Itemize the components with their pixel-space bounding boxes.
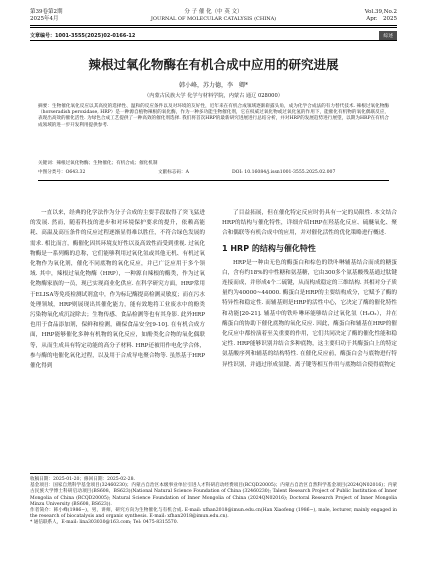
clc-number: 中图分类号：O643.32 bbox=[38, 170, 86, 175]
section-heading-1: 1 HRP 的结构与催化特性 bbox=[222, 243, 316, 253]
header-vol-issue-cn: 第39卷第2期 bbox=[30, 9, 63, 15]
keywords: 关键词：辣根过氧化物酶；生物催化；有机合成；催化机制 bbox=[38, 161, 158, 166]
article-number: 文章编号：1001-3555(2025)02-0166-12 bbox=[30, 33, 136, 39]
journal-title-cn: 分 子 催 化（中 英 文） bbox=[184, 9, 243, 15]
left-column bbox=[30, 208, 205, 371]
footnote-received: 收稿日期：2025-01-20；修回日期：2025-02-28. bbox=[30, 477, 135, 482]
footnote-fund: 基金项目：国家自然科学基金项目(32460230)；内蒙古自治区本级事业单位引进人才科研启动经费项目(RCQD20005)；内蒙古自治区自然科学基金项目(2024QN02016)；内蒙古民族大学博士科研启动项目(BS608、BS623)(National Natural Science Foundation of China (32460230); Talent Research Project of Public Institution of Inner Mongolia of China (RCQD20005); Natural Science Foundation of Inner Mongolia of China (2024QN02016); Doctoral Research Project of Inner Mongolia Minzu University (BS608, BS623)). bbox=[30, 483, 397, 507]
right-paragraph-1: 了目益拓展，但在催化特定反应时仍具有一定的局限性. 本文结合HRP的结构与催化特性，详细介绍HRP在羟基化反应、硫醚氧化、聚合和偶联等有机合成中的应用，并对催化活性的优化策略进行概述. bbox=[222, 210, 397, 237]
article-affiliation: （内蒙古民族大学 化学与材料学院，内蒙古 通辽 028000） bbox=[144, 93, 283, 99]
header-date-en: Apr. 2025 bbox=[366, 16, 397, 22]
footnotes bbox=[30, 477, 397, 527]
abstract-text: 摘要：生物催化氧化反应以其高度的选择性、温和的反应条件以及对环境的友好性，近年来在有机合成领域逐渐崭露头角，成为化学合成法的有力替代技术. 辣根过氧化物酶（horseradish peroxidase, HRP）是一种源自植物辣根的氧化酶，作为一种多功能生物催化剂，它在权威过氧化物或过氧化氢的作用下，能催化有机物的氧化偶联反应，表现出高效的催化活性. 为绿色合成工艺提供了一种高效的催化剂选择. 我们将首次HRP的最新研究进展进行总结分析，并对HRP的发展趋势进行展望，以期为HRP在有机合成领域的进一步开发利用提供参考. bbox=[38, 104, 389, 128]
header-rule-top bbox=[30, 25, 397, 26]
header-rule-bottom bbox=[30, 27, 397, 28]
left-paragraph-1: 一直以来，经典的化学法作为分子合成的主要手段取得了突飞猛进的发展. 然而，随着科技的进步和对环境保护要求的提升，依赖高能耗、高温及高压条件的反应过程逐渐显得难以胜任，不符合绿色发展的需求. 相比而言，酶催化因其环境友好性以及高效性而受到重视. 过氧化物酶是一系列酶的总称，它们能够利用过氧化氢或其他无机、有机过氧化物作为氧化剂，催化不同底物的氧化反应，并已广泛应用于多个领域. 其中，辣根过氧化物酶（HRP），一种源自辣根的酶类，作为过氧化物酶家族的一员，现已实现商业化供应. 在科学研究方面，HRP常用于ELISA等免疫检测试剂盒中，作为标记酶提高检测灵敏度；而在污水处理领域，HRP则展现出其催化能力，能有效地将工业废水中的酚类污染物氧化成沉淀除去；生物传感、食品检测等也有其身影. 此外HRP也用于食品添加剂，保鲜和检测，确保食品安全[9-10]. 在有机合成方面，HRP能够催化多种有机物的氧化反应，如酚类化合物的氧化偶联等，从而生成具有特定功能的高分子材料. HRP还被用作电化学合体，参与酶的电催化氧化过程，以及用于合成导电聚合物等. 虽然基于HRP催化得到 bbox=[30, 210, 205, 370]
article-title: 辣根过氧化物酶在有机合成中应用的研究进展 bbox=[88, 57, 339, 72]
footnote-author-bio: 作者简介：韩小峰(1986−)，男，讲师，研究方向为生物催化与有机合成. E-mail: xfhan2018@imun.edu.cn(Han Xiaofeng (1986−), male, lecturer, mainly engaged in the research of biocatalysis and organic synthesis. E-mail: xfhan2018@imun.edu.cn). bbox=[30, 508, 397, 520]
header-date-cn: 2025年4月 bbox=[30, 16, 59, 22]
footnote-corresponding: * 通信联系人，E-mail: lina303030@163.com; Tel: 0475-8315570. bbox=[30, 520, 179, 526]
right-paragraph-2: HRP是一种由无色的酶蛋白和棕色的铁卟啉辅基结合而成的糖蛋白，含有约18%的中性糖和氨基糖，它由300多个氨基酸残基通过肽键连接而成，并形成4个二硫键，从而构成稳定的三维结构. 其相对分子质量约为40000~44000. 酶蛋白是HRP的主要结构成分，它赋予了酶的特异性和稳定性. 而辅基则是HRP的活性中心，它决定了酶的催化特性和功能[20-21]. 辅基中的铁卟啉环能够结合过氧化氢（H₂O₂），并在酶蛋白的协助下催化底物的氧化反应. 因此，酶蛋白和辅基在HRP的催化反应中都扮演着至关重要的作用，它们共同决定了酶的催化性能和稳定性. HRP能够识别并结合多种底物，这主要归功于其酶蛋白上的特定氨基酸序列和辅基的结构特性. 在催化反应前，酶蛋白会与底物进行特异性识别，并通过形成氢键、离子键等相互作用与底物结合使得底物定 bbox=[222, 259, 397, 368]
header-vol-en: Vol.39,No.2 bbox=[364, 9, 397, 15]
article-authors: 韩小峰，苏力德，李 卿* bbox=[178, 82, 248, 89]
footnote-rule bbox=[30, 473, 120, 474]
document-code: 文献标志码：A bbox=[158, 170, 189, 175]
right-column bbox=[222, 208, 397, 370]
section-badge: 综述 bbox=[379, 31, 397, 40]
doi: DOI: 10.16084/j.issn1001-3555.2025.02.007 bbox=[232, 170, 336, 175]
article-rule bbox=[30, 40, 397, 41]
abstract-rule bbox=[38, 180, 389, 181]
journal-title-en: JOURNAL OF MOLECULAR CATALYSIS (CHINA) bbox=[150, 16, 277, 22]
